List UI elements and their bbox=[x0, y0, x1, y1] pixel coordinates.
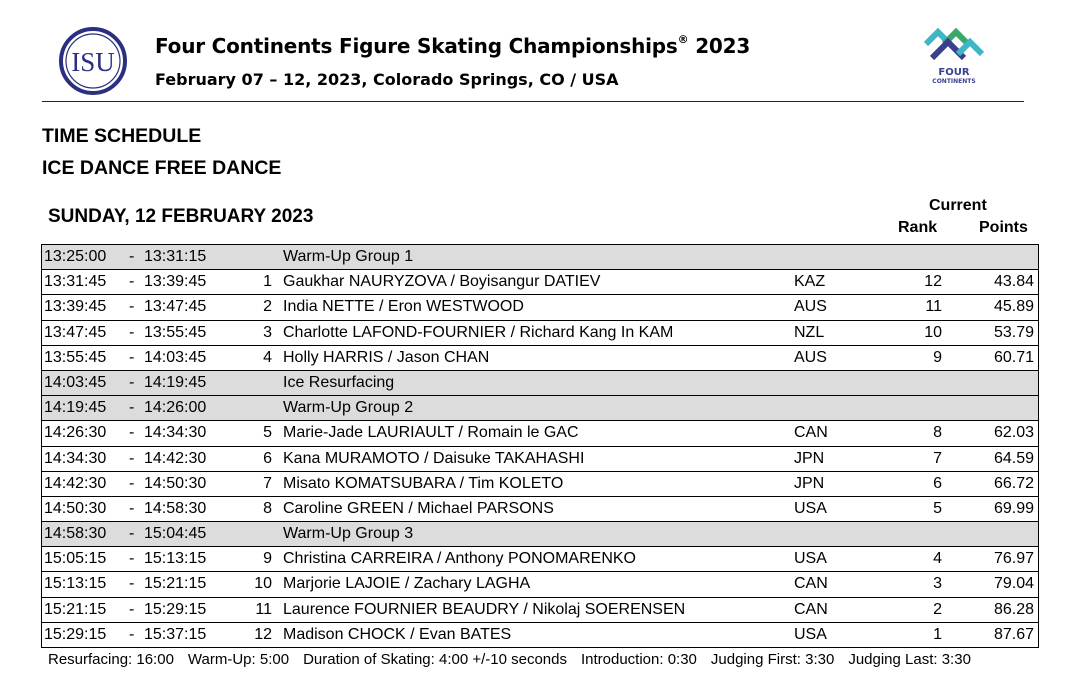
page-header bbox=[0, 0, 1080, 102]
start-time: 14:42:30 bbox=[44, 474, 107, 492]
schedule-row bbox=[42, 623, 1038, 648]
registered-mark: ® bbox=[677, 33, 689, 47]
end-time: 15:29:15 bbox=[144, 600, 207, 618]
start-time: 15:29:15 bbox=[44, 625, 107, 643]
time-separator: - bbox=[129, 248, 135, 265]
skaters-name: Kana MURAMOTO / Daisuke TAKAHASHI bbox=[283, 449, 585, 467]
isu-logo bbox=[58, 26, 128, 96]
end-time: 14:42:30 bbox=[144, 449, 207, 467]
footer-timings bbox=[48, 651, 985, 668]
current-rank: 3 bbox=[933, 575, 942, 593]
footer-item: Duration of Skating: 4:00 +/-10 seconds bbox=[303, 651, 567, 668]
schedule-date: SUNDAY, 12 FEBRUARY 2023 bbox=[48, 206, 314, 227]
start-time: 15:21:15 bbox=[44, 600, 107, 618]
end-time: 13:31:15 bbox=[144, 248, 207, 265]
time-separator: - bbox=[129, 525, 135, 543]
schedule-row bbox=[42, 346, 1038, 371]
schedule-table bbox=[41, 244, 1039, 648]
schedule-break-row bbox=[42, 396, 1038, 421]
start-number: 1 bbox=[263, 273, 272, 291]
end-time: 13:39:45 bbox=[144, 273, 207, 291]
end-time: 14:26:00 bbox=[144, 399, 207, 417]
time-separator: - bbox=[129, 424, 135, 442]
event-title-year: 2023 bbox=[695, 34, 751, 58]
footer-item: Warm-Up: 5:00 bbox=[187, 651, 290, 668]
event-subtitle: February 07 – 12, 2023, Colorado Springs, CO / USA bbox=[155, 70, 619, 89]
current-points: 86.28 bbox=[993, 600, 1034, 618]
end-time: 14:03:45 bbox=[144, 348, 207, 366]
schedule-row bbox=[42, 270, 1038, 295]
schedule-break-row bbox=[42, 245, 1038, 270]
current-rank: 9 bbox=[933, 348, 942, 366]
end-time: 13:55:45 bbox=[144, 323, 207, 341]
footer-item: Judging Last: 3:30 bbox=[848, 651, 971, 668]
nation: CAN bbox=[794, 600, 828, 618]
time-separator: - bbox=[129, 323, 135, 341]
start-number: 8 bbox=[263, 499, 272, 517]
skaters-name: Marie-Jade LAURIAULT / Romain le GAC bbox=[283, 424, 579, 442]
start-time: 14:03:45 bbox=[44, 373, 107, 391]
start-number: 11 bbox=[255, 600, 272, 618]
doc-subtitle: ICE DANCE FREE DANCE bbox=[42, 157, 282, 179]
time-separator: - bbox=[129, 550, 135, 568]
current-points: 66.72 bbox=[993, 474, 1034, 492]
time-separator: - bbox=[129, 273, 135, 291]
footer-item: Resurfacing: 16:00 bbox=[48, 651, 174, 668]
start-time: 13:25:00 bbox=[44, 248, 107, 265]
end-time: 15:13:15 bbox=[144, 550, 207, 568]
schedule-break-row bbox=[42, 522, 1038, 547]
start-time: 13:47:45 bbox=[44, 323, 107, 341]
nation: USA bbox=[794, 550, 827, 568]
current-points: 43.84 bbox=[993, 273, 1034, 291]
wordmark-line2: CONTINENTS bbox=[932, 78, 976, 85]
start-time: 15:13:15 bbox=[44, 575, 107, 593]
current-rank: 7 bbox=[933, 449, 942, 467]
nation: NZL bbox=[794, 323, 825, 341]
nation: USA bbox=[794, 499, 827, 517]
time-separator: - bbox=[129, 575, 135, 593]
schedule-row bbox=[42, 572, 1038, 597]
end-time: 15:37:15 bbox=[144, 625, 207, 643]
current-points: 45.89 bbox=[993, 298, 1034, 316]
start-number: 3 bbox=[263, 323, 272, 341]
skaters-name: Warm-Up Group 1 bbox=[283, 248, 414, 265]
skaters-name: Warm-Up Group 2 bbox=[283, 399, 414, 417]
nation: JPN bbox=[794, 449, 825, 467]
current-points: 62.03 bbox=[993, 424, 1034, 442]
col-header-points: Points bbox=[979, 219, 1028, 236]
current-rank: 12 bbox=[924, 273, 942, 291]
skaters-name: Christina CARREIRA / Anthony PONOMARENKO bbox=[283, 550, 636, 568]
time-separator: - bbox=[129, 499, 135, 517]
skaters-name: Marjorie LAJOIE / Zachary LAGHA bbox=[283, 575, 531, 593]
current-points: 69.99 bbox=[993, 499, 1034, 517]
time-separator: - bbox=[129, 348, 135, 366]
skaters-name: Misato KOMATSUBARA / Tim KOLETO bbox=[283, 474, 564, 492]
end-time: 14:58:30 bbox=[144, 499, 207, 517]
start-number: 5 bbox=[263, 424, 272, 442]
current-rank: 8 bbox=[933, 424, 942, 442]
time-separator: - bbox=[129, 298, 135, 316]
current-rank: 5 bbox=[933, 499, 942, 517]
current-points: 76.97 bbox=[993, 550, 1034, 568]
schedule-row bbox=[42, 295, 1038, 320]
start-number: 6 bbox=[263, 449, 272, 467]
event-title bbox=[155, 34, 750, 58]
time-separator: - bbox=[129, 474, 135, 492]
four-continents-logo bbox=[918, 24, 990, 96]
start-time: 13:31:45 bbox=[44, 273, 107, 291]
end-time: 13:47:45 bbox=[144, 298, 207, 316]
current-points: 64.59 bbox=[993, 449, 1034, 467]
schedule-row bbox=[42, 421, 1038, 446]
schedule-row bbox=[42, 497, 1038, 522]
start-time: 14:50:30 bbox=[44, 499, 107, 517]
time-separator: - bbox=[129, 399, 135, 417]
schedule-row bbox=[42, 321, 1038, 346]
nation: JPN bbox=[794, 474, 825, 492]
start-time: 15:05:15 bbox=[44, 550, 107, 568]
start-number: 4 bbox=[263, 348, 272, 366]
schedule-row bbox=[42, 598, 1038, 623]
footer-item: Introduction: 0:30 bbox=[580, 651, 697, 668]
start-number: 10 bbox=[254, 575, 272, 593]
current-rank: 2 bbox=[933, 600, 942, 618]
footer-item: Judging First: 3:30 bbox=[710, 651, 835, 668]
time-separator: - bbox=[129, 449, 135, 467]
col-header-rank: Rank bbox=[898, 219, 938, 236]
nation: AUS bbox=[794, 348, 827, 366]
start-time: 14:58:30 bbox=[44, 525, 107, 543]
skaters-name: India NETTE / Eron WESTWOOD bbox=[283, 298, 524, 316]
start-time: 14:26:30 bbox=[44, 424, 107, 442]
current-rank: 6 bbox=[933, 474, 942, 492]
nation: USA bbox=[794, 625, 827, 643]
start-time: 13:55:45 bbox=[44, 348, 107, 366]
schedule-row bbox=[42, 447, 1038, 472]
current-rank: 4 bbox=[933, 550, 942, 568]
skaters-name: Charlotte LAFOND-FOURNIER / Richard Kang In KAM bbox=[283, 323, 674, 341]
start-number: 9 bbox=[263, 550, 272, 568]
nation: KAZ bbox=[794, 273, 826, 291]
skaters-name: Madison CHOCK / Evan BATES bbox=[283, 625, 512, 643]
current-rank: 1 bbox=[933, 625, 942, 643]
skaters-name: Holly HARRIS / Jason CHAN bbox=[283, 348, 490, 366]
header-divider bbox=[42, 101, 1024, 102]
skaters-name: Laurence FOURNIER BEAUDRY / Nikolaj SOERENSEN bbox=[283, 600, 686, 618]
skaters-name: Ice Resurfacing bbox=[283, 373, 395, 391]
end-time: 14:19:45 bbox=[144, 373, 207, 391]
start-time: 13:39:45 bbox=[44, 298, 107, 316]
event-title-text: Four Continents Figure Skating Championships bbox=[155, 34, 678, 58]
schedule-break-row bbox=[42, 371, 1038, 396]
nation: CAN bbox=[794, 424, 828, 442]
time-separator: - bbox=[129, 373, 135, 391]
end-time: 15:04:45 bbox=[144, 525, 207, 543]
time-separator: - bbox=[129, 600, 135, 618]
nation: CAN bbox=[794, 575, 828, 593]
start-time: 14:19:45 bbox=[44, 399, 107, 417]
end-time: 14:50:30 bbox=[144, 474, 207, 492]
start-time: 14:34:30 bbox=[44, 449, 107, 467]
end-time: 14:34:30 bbox=[144, 424, 207, 442]
wordmark-line1: FOUR bbox=[938, 67, 970, 78]
start-number: 7 bbox=[263, 474, 272, 492]
current-rank: 11 bbox=[925, 298, 942, 316]
skaters-name: Warm-Up Group 3 bbox=[283, 525, 414, 543]
skaters-name: Gaukhar NAURYZOVA / Boyisangur DATIEV bbox=[283, 273, 601, 291]
nation: AUS bbox=[794, 298, 827, 316]
end-time: 15:21:15 bbox=[144, 575, 207, 593]
four-continents-wordmark bbox=[918, 68, 990, 85]
current-points: 60.71 bbox=[993, 348, 1034, 366]
svg-text:ISU: ISU bbox=[71, 47, 115, 77]
skaters-name: Caroline GREEN / Michael PARSONS bbox=[283, 499, 554, 517]
schedule-row bbox=[42, 547, 1038, 572]
time-separator: - bbox=[129, 625, 135, 643]
start-number: 2 bbox=[263, 298, 272, 316]
current-rank: 10 bbox=[924, 323, 942, 341]
schedule-row bbox=[42, 472, 1038, 497]
current-points: 87.67 bbox=[993, 625, 1034, 643]
current-points: 53.79 bbox=[993, 323, 1034, 341]
doc-title: TIME SCHEDULE bbox=[42, 125, 202, 147]
start-number: 12 bbox=[254, 625, 272, 643]
current-points: 79.04 bbox=[993, 575, 1034, 593]
col-header-current: Current bbox=[929, 197, 987, 214]
